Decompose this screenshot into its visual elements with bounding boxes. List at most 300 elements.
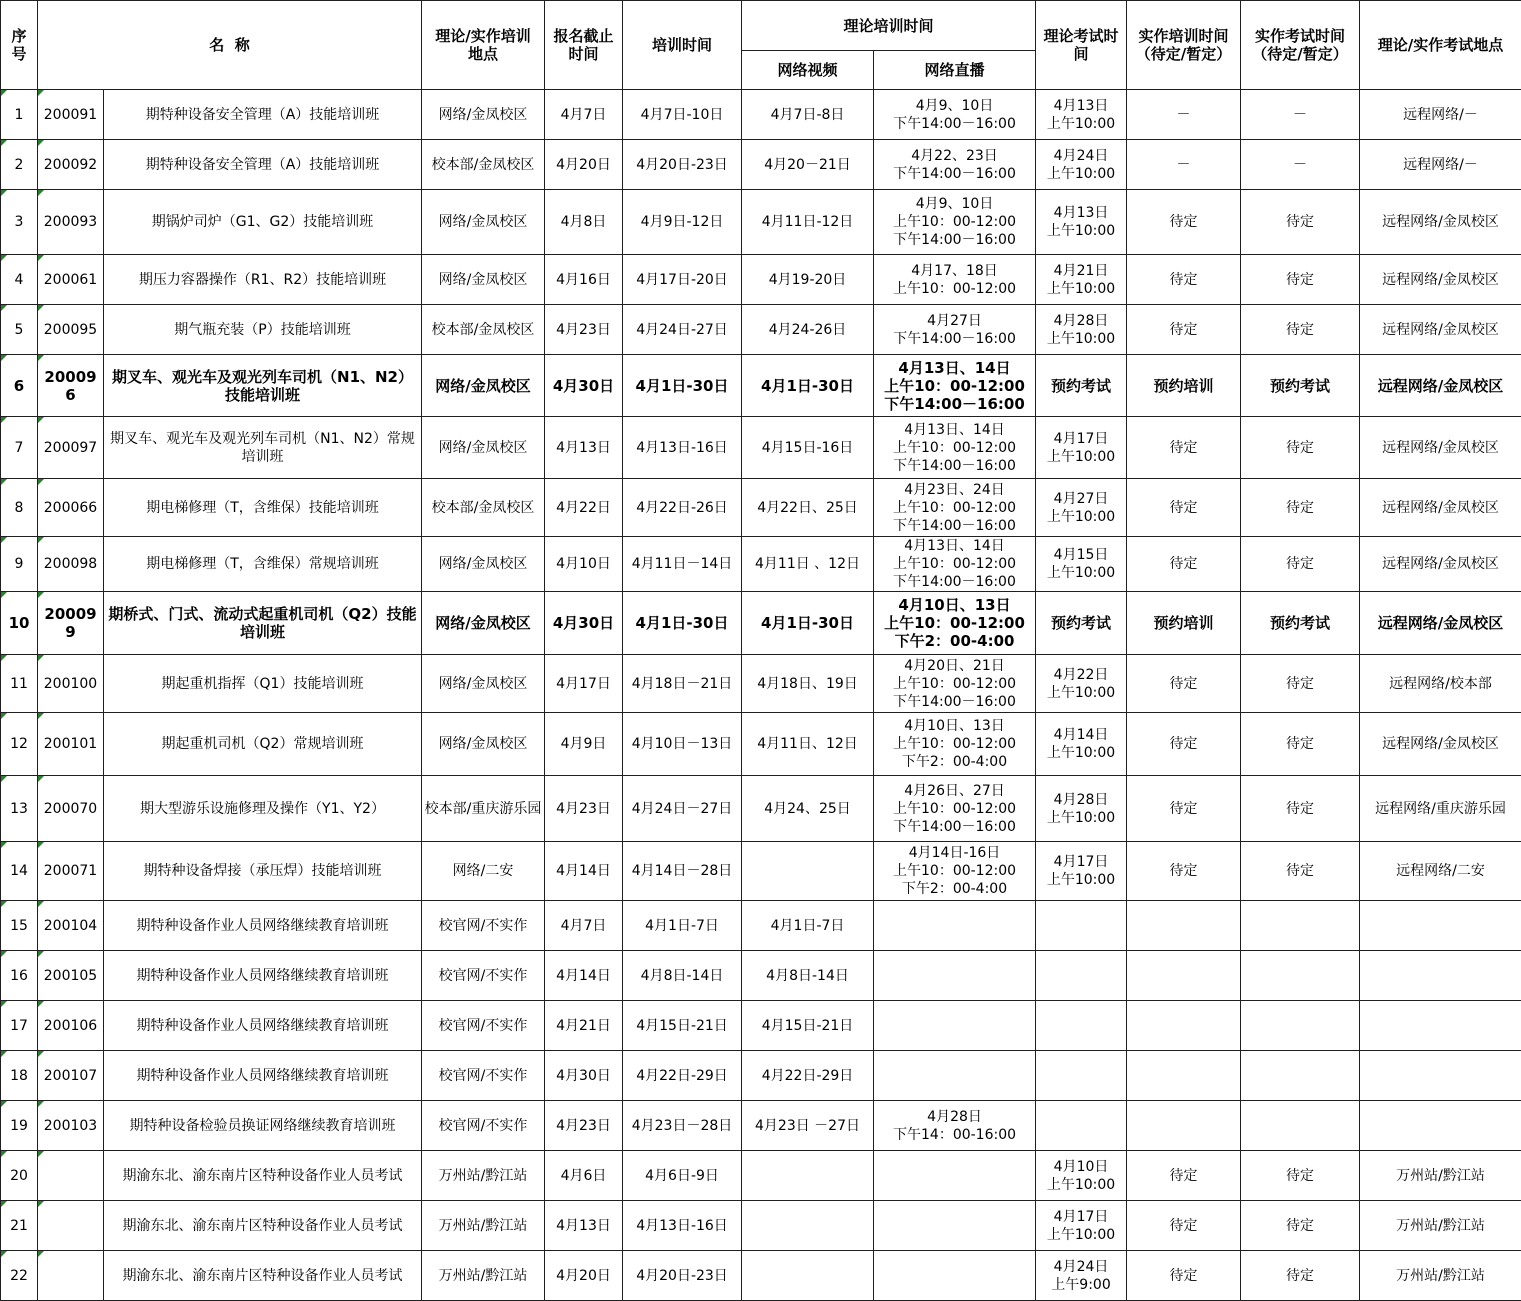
theory-exam-cell — [1036, 951, 1127, 1001]
live-cell-line: 下午14:00－16:00 — [893, 232, 1016, 248]
practical-exam-cell — [1241, 1101, 1360, 1151]
seq-cell: 21 — [1, 1201, 38, 1251]
name-cell: 期气瓶充装（P）技能培训班 — [104, 305, 422, 355]
header-theory-group: 理论培训时间 — [742, 1, 1036, 51]
live-cell-line: 4月13日、14日 — [898, 358, 1011, 377]
theory-exam-cell — [1036, 901, 1127, 951]
seq-cell: 19 — [1, 1101, 38, 1151]
table-row — [1, 190, 1521, 255]
train-time-cell: 4月1日-7日 — [623, 901, 742, 951]
location-cell: 网络/二安 — [422, 842, 545, 901]
exam-location-cell: 万州站/黔江站 — [1360, 1201, 1521, 1251]
name-cell: 期起重机司机（Q2）常规培训班 — [104, 713, 422, 776]
theory-exam-cell — [1036, 1001, 1127, 1051]
practical-exam-cell: 待定 — [1241, 255, 1360, 305]
theory-exam-cell — [1036, 655, 1127, 713]
train-time-cell: 4月20日-23日 — [623, 140, 742, 190]
name-cell: 期特种设备作业人员网络继续教育培训班 — [104, 951, 422, 1001]
practical-exam-cell: － — [1241, 90, 1360, 140]
live-cell-line: 上午10：00-12:00 — [893, 556, 1017, 572]
live-cell — [874, 537, 1036, 592]
practical-train-cell — [1127, 1101, 1241, 1151]
table-row — [1, 901, 1521, 951]
live-cell-line: 下午2：00-4:00 — [894, 632, 1015, 650]
train-time-cell: 4月18日－21日 — [623, 655, 742, 713]
header-location: 理论/实作培训 地点 — [422, 1, 545, 90]
exam-location-cell: 远程网络/金凤校区 — [1360, 713, 1521, 776]
practical-exam-cell: 待定 — [1241, 842, 1360, 901]
theory-exam-cell — [1036, 479, 1127, 537]
live-cell-line: 4月14日-16日 — [908, 845, 1001, 861]
code-cell: 200096 — [38, 355, 104, 417]
exam-location-cell: 远程网络/金凤校区 — [1360, 592, 1521, 655]
live-cell-line: 下午14:00－16:00 — [884, 394, 1025, 413]
location-cell: 校官网/不实作 — [422, 1001, 545, 1051]
train-time-cell: 4月6日-9日 — [623, 1151, 742, 1201]
practical-exam-cell: 待定 — [1241, 655, 1360, 713]
theory-exam-cell-line: 4月24日 — [1053, 1258, 1109, 1275]
live-cell — [874, 90, 1036, 140]
live-cell-line: 4月22、23日 — [911, 147, 998, 164]
theory-exam-cell-line: 4月17日 — [1053, 1208, 1109, 1225]
live-cell-line: 4月23日、24日 — [904, 481, 1005, 498]
code-cell: 200070 — [38, 776, 104, 842]
deadline-cell: 4月20日 — [545, 140, 623, 190]
seq-cell: 14 — [1, 842, 38, 901]
theory-exam-cell-line: 上午9:00 — [1051, 1276, 1111, 1293]
location-cell: 网络/金凤校区 — [422, 190, 545, 255]
exam-location-cell — [1360, 1001, 1521, 1051]
seq-cell: 13 — [1, 776, 38, 842]
seq-cell: 9 — [1, 537, 38, 592]
video-cell: 4月24、25日 — [742, 776, 874, 842]
exam-location-cell — [1360, 1101, 1521, 1151]
practical-train-cell: 待定 — [1127, 1201, 1241, 1251]
deadline-cell: 4月17日 — [545, 655, 623, 713]
live-cell — [874, 776, 1036, 842]
theory-exam-cell — [1036, 90, 1127, 140]
header-practical-exam: 实作考试时间 （待定/暂定） — [1241, 1, 1360, 90]
theory-exam-cell-line: 上午10:00 — [1046, 872, 1116, 888]
video-cell: 4月20－21日 — [742, 140, 874, 190]
live-cell — [874, 1051, 1036, 1101]
theory-exam-cell — [1036, 305, 1127, 355]
name-cell: 期桥式、门式、流动式起重机司机（Q2）技能培训班 — [104, 592, 422, 655]
live-cell — [874, 1001, 1036, 1051]
video-cell — [742, 1151, 874, 1201]
live-cell — [874, 1251, 1036, 1301]
table-row — [1, 592, 1521, 655]
practical-train-cell — [1127, 1001, 1241, 1051]
live-cell-line: 上午10：00-12:00 — [884, 376, 1025, 395]
deadline-cell: 4月23日 — [545, 305, 623, 355]
practical-exam-cell: 待定 — [1241, 776, 1360, 842]
name-cell: 期特种设备作业人员网络继续教育培训班 — [104, 1001, 422, 1051]
code-cell — [38, 1151, 104, 1201]
location-cell: 校本部/金凤校区 — [422, 140, 545, 190]
train-time-cell: 4月1日-30日 — [623, 592, 742, 655]
live-cell — [874, 479, 1036, 537]
deadline-cell: 4月30日 — [545, 355, 623, 417]
practical-train-cell: 待定 — [1127, 1151, 1241, 1201]
deadline-cell: 4月23日 — [545, 776, 623, 842]
theory-exam-cell-line: 4月22日 — [1053, 666, 1109, 683]
theory-exam-cell-line: 上午10:00 — [1046, 1226, 1116, 1243]
seq-cell: 16 — [1, 951, 38, 1001]
table-row — [1, 140, 1521, 190]
practical-exam-cell — [1241, 1001, 1360, 1051]
seq-cell: 5 — [1, 305, 38, 355]
name-cell: 期特种设备作业人员网络继续教育培训班 — [104, 1051, 422, 1101]
practical-exam-cell: 待定 — [1241, 417, 1360, 479]
practical-train-cell: 待定 — [1127, 417, 1241, 479]
live-cell-line: 下午2：00-4:00 — [901, 881, 1008, 897]
live-cell — [874, 140, 1036, 190]
practical-exam-cell — [1241, 1051, 1360, 1101]
theory-exam-cell-line: 4月28日 — [1053, 791, 1109, 808]
theory-exam-cell-line: 上午10:00 — [1046, 1176, 1116, 1193]
seq-cell: 15 — [1, 901, 38, 951]
table-header — [1, 1, 1521, 90]
location-cell: 网络/金凤校区 — [422, 713, 545, 776]
practical-train-cell: 预约培训 — [1127, 355, 1241, 417]
live-cell-line: 上午10：00-12:00 — [893, 800, 1017, 817]
deadline-cell: 4月7日 — [545, 901, 623, 951]
practical-train-cell: 待定 — [1127, 655, 1241, 713]
exam-location-cell: 万州站/黔江站 — [1360, 1151, 1521, 1201]
live-cell-line: 4月20日、21日 — [904, 657, 1005, 674]
train-time-cell: 4月7日-10日 — [623, 90, 742, 140]
live-cell-line: 下午14:00－16:00 — [893, 330, 1016, 347]
theory-exam-cell-line: 4月24日 — [1053, 147, 1109, 164]
practical-train-cell: 待定 — [1127, 776, 1241, 842]
theory-exam-cell-line: 上午10:00 — [1046, 115, 1116, 132]
live-cell-line: 上午10：00-12:00 — [893, 675, 1017, 692]
table-row — [1, 1101, 1521, 1151]
live-cell-line: 4月10日、13日 — [904, 718, 1005, 734]
theory-exam-cell-line: 4月14日 — [1053, 727, 1109, 743]
live-cell — [874, 355, 1036, 417]
theory-exam-cell — [1036, 537, 1127, 592]
seq-cell: 4 — [1, 255, 38, 305]
practical-exam-cell: 待定 — [1241, 1201, 1360, 1251]
practical-exam-cell: 待定 — [1241, 537, 1360, 592]
train-time-cell: 4月10日－13日 — [623, 713, 742, 776]
theory-exam-cell-line: 上午10:00 — [1046, 745, 1116, 761]
exam-location-cell: 远程网络/金凤校区 — [1360, 255, 1521, 305]
code-cell: 200105 — [38, 951, 104, 1001]
practical-exam-cell — [1241, 901, 1360, 951]
theory-exam-cell-line: 4月13日 — [1053, 97, 1109, 114]
location-cell: 万州站/黔江站 — [422, 1201, 545, 1251]
deadline-cell: 4月9日 — [545, 713, 623, 776]
seq-cell: 12 — [1, 713, 38, 776]
location-cell: 万州站/黔江站 — [422, 1151, 545, 1201]
live-cell-line: 4月13日、14日 — [904, 421, 1005, 438]
practical-train-cell — [1127, 901, 1241, 951]
video-cell: 4月18日、19日 — [742, 655, 874, 713]
seq-cell: 7 — [1, 417, 38, 479]
video-cell: 4月11日-12日 — [742, 190, 874, 255]
table-row — [1, 1151, 1521, 1201]
table-row — [1, 355, 1521, 417]
seq-cell: 8 — [1, 479, 38, 537]
location-cell: 校官网/不实作 — [422, 1051, 545, 1101]
live-cell-line: 上午10：00-12:00 — [893, 736, 1017, 752]
table-row — [1, 537, 1521, 592]
name-cell: 期电梯修理（T，含维保）常规培训班 — [104, 537, 422, 592]
video-cell: 4月8日-14日 — [742, 951, 874, 1001]
theory-exam-cell-line: 4月17日 — [1053, 854, 1109, 870]
deadline-cell: 4月21日 — [545, 1001, 623, 1051]
practical-train-cell: 待定 — [1127, 255, 1241, 305]
table-row — [1, 842, 1521, 901]
train-time-cell: 4月14日－28日 — [623, 842, 742, 901]
live-cell-line: 上午10：00-12:00 — [893, 280, 1017, 297]
train-time-cell: 4月17日-20日 — [623, 255, 742, 305]
theory-exam-cell-line: 上午10:00 — [1046, 809, 1116, 826]
table-row — [1, 1051, 1521, 1101]
table-row — [1, 713, 1521, 776]
table-body — [1, 90, 1521, 1301]
live-cell — [874, 592, 1036, 655]
table-row — [1, 1201, 1521, 1251]
location-cell: 网络/金凤校区 — [422, 255, 545, 305]
table-row — [1, 1251, 1521, 1301]
exam-location-cell: 远程网络/金凤校区 — [1360, 479, 1521, 537]
practical-exam-cell: 待定 — [1241, 713, 1360, 776]
exam-location-cell: 远程网络/二安 — [1360, 842, 1521, 901]
theory-exam-cell — [1036, 255, 1127, 305]
name-cell: 期锅炉司炉（G1、G2）技能培训班 — [104, 190, 422, 255]
seq-cell: 3 — [1, 190, 38, 255]
deadline-cell: 4月7日 — [545, 90, 623, 140]
live-cell-line: 上午10：00-12:00 — [893, 499, 1017, 516]
code-cell: 200066 — [38, 479, 104, 537]
deadline-cell: 4月8日 — [545, 190, 623, 255]
code-cell: 200100 — [38, 655, 104, 713]
exam-location-cell: 远程网络/金凤校区 — [1360, 190, 1521, 255]
live-cell-line: 上午10：00-12:00 — [893, 439, 1017, 456]
header-deadline: 报名截止 时间 — [545, 1, 623, 90]
seq-cell: 1 — [1, 90, 38, 140]
code-cell: 200103 — [38, 1101, 104, 1151]
live-cell-line: 4月17、18日 — [911, 262, 998, 279]
code-cell: 200097 — [38, 417, 104, 479]
video-cell: 4月15日-21日 — [742, 1001, 874, 1051]
code-cell: 200099 — [38, 592, 104, 655]
seq-cell: 20 — [1, 1151, 38, 1201]
theory-exam-cell — [1036, 1201, 1127, 1251]
code-cell: 200101 — [38, 713, 104, 776]
location-cell: 校本部/金凤校区 — [422, 479, 545, 537]
name-cell: 期特种设备检验员换证网络继续教育培训班 — [104, 1101, 422, 1151]
header-train-time: 培训时间 — [623, 1, 742, 90]
code-cell: 200071 — [38, 842, 104, 901]
code-cell: 200107 — [38, 1051, 104, 1101]
live-cell-line: 下午14:00－16:00 — [893, 457, 1016, 474]
location-cell: 网络/金凤校区 — [422, 90, 545, 140]
train-time-cell: 4月22日-26日 — [623, 479, 742, 537]
train-time-cell: 4月13日-16日 — [623, 417, 742, 479]
live-cell — [874, 655, 1036, 713]
exam-location-cell: 远程网络/金凤校区 — [1360, 417, 1521, 479]
theory-exam-cell-line: 4月13日 — [1053, 205, 1109, 221]
practical-exam-cell: 预约考试 — [1241, 355, 1360, 417]
practical-train-cell: 预约培训 — [1127, 592, 1241, 655]
live-cell-line: 上午10：00-12:00 — [893, 214, 1017, 230]
live-cell — [874, 255, 1036, 305]
location-cell: 校官网/不实作 — [422, 901, 545, 951]
location-cell: 网络/金凤校区 — [422, 537, 545, 592]
live-cell — [874, 951, 1036, 1001]
table-row — [1, 417, 1521, 479]
deadline-cell: 4月10日 — [545, 537, 623, 592]
practical-train-cell: 待定 — [1127, 305, 1241, 355]
live-cell — [874, 1151, 1036, 1201]
video-cell — [742, 1201, 874, 1251]
name-cell: 期叉车、观光车及观光列车司机（N1、N2）技能培训班 — [104, 355, 422, 417]
table-row — [1, 776, 1521, 842]
header-practical-train: 实作培训时间 （待定/暂定） — [1127, 1, 1241, 90]
theory-exam-cell-line: 上午10:00 — [1046, 565, 1116, 581]
practical-train-cell: 待定 — [1127, 1251, 1241, 1301]
practical-train-cell: － — [1127, 90, 1241, 140]
code-cell: 200104 — [38, 901, 104, 951]
live-cell — [874, 190, 1036, 255]
name-cell: 期电梯修理（T，含维保）技能培训班 — [104, 479, 422, 537]
name-cell: 期特种设备安全管理（A）技能培训班 — [104, 90, 422, 140]
practical-train-cell: 待定 — [1127, 842, 1241, 901]
video-cell — [742, 1251, 874, 1301]
train-time-cell: 4月15日-21日 — [623, 1001, 742, 1051]
theory-exam-cell — [1036, 776, 1127, 842]
deadline-cell: 4月30日 — [545, 592, 623, 655]
theory-exam-cell-line: 4月27日 — [1053, 490, 1109, 507]
deadline-cell: 4月16日 — [545, 255, 623, 305]
table-row — [1, 479, 1521, 537]
deadline-cell: 4月14日 — [545, 842, 623, 901]
header-seq: 序 号 — [1, 1, 38, 90]
header-live: 网络直播 — [874, 51, 1036, 90]
practical-exam-cell — [1241, 951, 1360, 1001]
practical-train-cell: － — [1127, 140, 1241, 190]
table-row — [1, 1001, 1521, 1051]
live-cell-line: 4月10日、13日 — [898, 596, 1011, 614]
exam-location-cell: 远程网络/－ — [1360, 140, 1521, 190]
exam-location-cell: 远程网络/重庆游乐园 — [1360, 776, 1521, 842]
live-cell-line: 下午14：00-16:00 — [893, 1126, 1017, 1143]
video-cell: 4月1日-30日 — [742, 355, 874, 417]
theory-exam-cell-line: 预约考试 — [1051, 614, 1112, 632]
live-cell-line: 上午10：00-12:00 — [884, 614, 1025, 632]
theory-exam-cell-line: 4月28日 — [1053, 312, 1109, 329]
seq-cell: 11 — [1, 655, 38, 713]
video-cell: 4月1日-30日 — [742, 592, 874, 655]
live-cell — [874, 1201, 1036, 1251]
exam-location-cell — [1360, 1051, 1521, 1101]
code-cell — [38, 1251, 104, 1301]
practical-train-cell: 待定 — [1127, 713, 1241, 776]
train-time-cell: 4月9日-12日 — [623, 190, 742, 255]
exam-location-cell: 万州站/黔江站 — [1360, 1251, 1521, 1301]
name-cell: 期起重机指挥（Q1）技能培训班 — [104, 655, 422, 713]
video-cell — [742, 842, 874, 901]
live-cell — [874, 713, 1036, 776]
video-cell: 4月24-26日 — [742, 305, 874, 355]
practical-train-cell — [1127, 951, 1241, 1001]
theory-exam-cell — [1036, 1151, 1127, 1201]
deadline-cell: 4月14日 — [545, 951, 623, 1001]
video-cell: 4月11日、12日 — [742, 713, 874, 776]
video-cell: 4月19-20日 — [742, 255, 874, 305]
name-cell: 期大型游乐设施修理及操作（Y1、Y2） — [104, 776, 422, 842]
exam-location-cell — [1360, 901, 1521, 951]
live-cell-line: 下午14:00－16:00 — [893, 165, 1016, 182]
location-cell: 校本部/金凤校区 — [422, 305, 545, 355]
practical-exam-cell: 待定 — [1241, 479, 1360, 537]
deadline-cell: 4月13日 — [545, 1201, 623, 1251]
video-cell: 4月1日-7日 — [742, 901, 874, 951]
theory-exam-cell — [1036, 190, 1127, 255]
practical-exam-cell: 待定 — [1241, 305, 1360, 355]
practical-train-cell: 待定 — [1127, 190, 1241, 255]
train-time-cell: 4月11日－14日 — [623, 537, 742, 592]
seq-cell: 6 — [1, 355, 38, 417]
theory-exam-cell-line: 上午10:00 — [1046, 330, 1116, 347]
name-cell: 期渝东北、渝东南片区特种设备作业人员考试 — [104, 1251, 422, 1301]
theory-exam-cell — [1036, 1251, 1127, 1301]
table-row — [1, 655, 1521, 713]
train-time-cell: 4月20日-23日 — [623, 1251, 742, 1301]
practical-train-cell — [1127, 1051, 1241, 1101]
live-cell-line: 4月9、10日 — [915, 97, 994, 114]
live-cell-line: 下午14:00－16:00 — [893, 115, 1016, 132]
deadline-cell: 4月20日 — [545, 1251, 623, 1301]
theory-exam-cell-line: 4月21日 — [1053, 262, 1109, 279]
live-cell-line: 4月27日 — [927, 312, 982, 329]
live-cell-line: 上午10：00-12:00 — [893, 863, 1017, 879]
live-cell-line: 下午14:00－16:00 — [893, 693, 1016, 710]
seq-cell: 2 — [1, 140, 38, 190]
theory-exam-cell — [1036, 140, 1127, 190]
live-cell-line: 4月26日、27日 — [904, 782, 1005, 799]
header-name: 名 称 — [38, 1, 422, 90]
theory-exam-cell-line: 4月10日 — [1053, 1158, 1109, 1175]
header-video: 网络视频 — [742, 51, 874, 90]
train-time-cell: 4月23日－28日 — [623, 1101, 742, 1151]
code-cell: 200095 — [38, 305, 104, 355]
code-cell: 200092 — [38, 140, 104, 190]
practical-exam-cell: 待定 — [1241, 190, 1360, 255]
live-cell-line: 下午14:00－16:00 — [893, 574, 1016, 590]
train-time-cell: 4月22日-29日 — [623, 1051, 742, 1101]
practical-exam-cell: 预约考试 — [1241, 592, 1360, 655]
location-cell: 网络/金凤校区 — [422, 417, 545, 479]
practical-train-cell: 待定 — [1127, 479, 1241, 537]
exam-location-cell — [1360, 951, 1521, 1001]
theory-exam-cell-line: 预约考试 — [1051, 376, 1112, 395]
location-cell: 校本部/重庆游乐园 — [422, 776, 545, 842]
code-cell: 200061 — [38, 255, 104, 305]
theory-exam-cell-line: 上午10:00 — [1046, 684, 1116, 701]
video-cell: 4月11日 、12日 — [742, 537, 874, 592]
exam-location-cell: 远程网络/金凤校区 — [1360, 537, 1521, 592]
train-time-cell: 4月1日-30日 — [623, 355, 742, 417]
table-row — [1, 90, 1521, 140]
table-row — [1, 951, 1521, 1001]
theory-exam-cell — [1036, 842, 1127, 901]
